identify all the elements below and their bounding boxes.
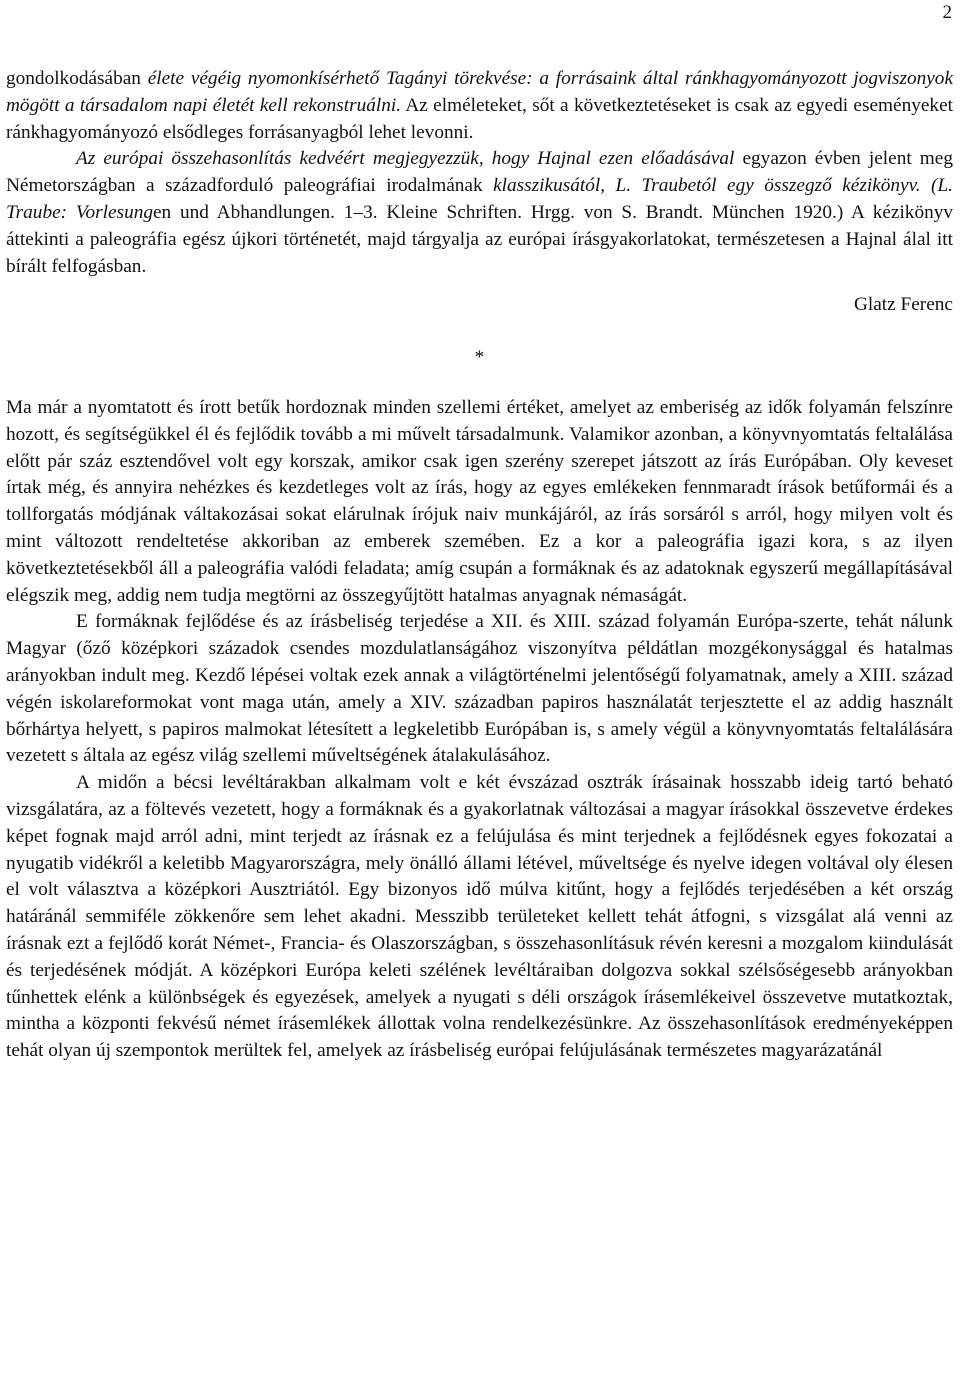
author-signature: Glatz Ferenc: [853, 294, 953, 316]
paragraph-main-3: A midőn a bécsi levéltárakban alkalmam volt e két évszázad osztrák írásainak hosszabb ideig tartó beható vizsgálatára, az a föltevés vezetett, hogy a formáknak és a gyakorlatnak változásai a magyar írásokkal összevetve érdekes képet fognak majd arról adni, mint terjedt az írásnak ez a felújulása és mint terjednek a fejlődésnek egyes fokozatai a nyugatib vidékről a keletibb Magyarországra, mely önálló állami létével, műveltsége és nyelve idegen voltával oly élesen el volt választva a középkori Ausztriától. Egy bizonyos idő múlva kitűnt, hogy a fejlődés terjedésében a két ország határánál semmiféle zökkenőre sem lehet akadni. Messzibb területeket kellett tehát átfogni, s vizsgálat alá venni az írásnak ezt a fejlődő korát Német-, Francia- és Olaszországban, s összehasonlításuk révén keresni a mozgalom kiindulását és terjedésének módját. A középkori Európa keleti szélének levéltáraiban dolgozva sokkal szélsőségesebb arányokban tűnhettek elénk a különbségek és egyezések, amelyek a nyugati s déli országok írásemlékeivel összevetve mutatkoztak, mintha a központi fekvésű német írásemlékek állottak volna rendelkezésünkre. Az összehasonlítások eredményeképpen tehát olyan új szempontok merültek fel, amelyek az írásbeliség európai felújulásának természetes magyarázatánál: [6, 772, 953, 1062]
page-number: 2: [942, 2, 952, 23]
paragraph-comparison: Az európai összehasonlítás kedvéért megjegyezzük, hogy Hajnal ezen előadásával egyazon évben jelent meg Németországban a századforduló paleográfiai irodalmának klasszikusától, L. Traubetól egy összegző kézikönyv. (L. Traube: Vorlesungen und Abhandlungen. 1–3. Kleine Schriften. Hrgg. von S. Brandt. München 1920.) A kézikönyv áttekinti a paleográfia egész újkori történetét, majd tárgyalja az európai írásgyakorlatokat, természetesen a Hajnal álal itt bírált felfogásban.: [6, 148, 954, 277]
italic-text: Az európai összehasonlítás kedvéért megjegyezzük, hogy Hajnal ezen előadásával: [76, 148, 735, 170]
italic-text: klasszikusától, L. Traubetól egy összegző kézikönyv. (L. Traube: Vorlesung: [6, 175, 953, 223]
section-separator: *: [474, 347, 485, 369]
paragraph-main-1: Ma már a nyomtatott és írott betűk hordoznak minden szellemi értéket, amelyet az emberiség az idők folyamán felszínre hozott, és segítségükkel él és fejlődik tovább a mi művelt társadalmunk. Valamikor azonban, a könyvnyomtatás feltalálása előtt pár száz esztendővel volt egy korszak, amikor csak igen szerény szerepet játszott az írás Európában. Oly keveset írtak még, és annyira nehézkes és kezdetleges volt az írás, hogy az egyes emlékeken fennmaradt írások betűformái és a tollforgatás módjának váltakozásai sokat elárulnak írójuk naiv munkájáról, az írás sorsáról s arról, hogy milyen volt és mint változott rendeltetése akkoriban az emberek szemében. Ez a kor a paleográfia igazi kora, s az ilyen következtetésekből áll a paleográfia valódi feladata; amíg csupán a formáknak és az adatoknak egyszerű megállapításával elégszik meg, addig nem tudja megtörni az összegyűjtött hatalmas anyagnak némaságát.: [6, 396, 953, 606]
body-text: [6, 66, 953, 1065]
paragraph-main-2: E formáknak fejlődése és az írásbeliség terjedése a XII. és XIII. század folyamán Európa-szerte, tehát nálunk Magyar (őző középkori századok csendes mozdulatlanságához viszonyítva példátlan mozgékonysággal és hatalmas arányokban indult meg. Kezdő lépései voltak ezek annak a világtörténelmi jelentőségű folyamatnak, amely a XIII. század végén iskolareformokat vont maga után, amely a XIV. században papiros használatát terjesztette el az addig használt bőrhártya helyett, s papiros malmokat létesített a legkeletibb Európában is, s amely végül a könyvnyomtatás feltalálására vezetett s általa az egész világ szellemi műveltségének átalakulásához.: [6, 611, 953, 767]
italic-text: élete végéig nyomonkísérhető Tagányi törekvése: a forrásaink által ránkhagyományozott jogviszonyok mögött a társadalom napi életét kell rekonstruálni.: [6, 68, 954, 116]
paragraph-intro: gondolkodásában élete végéig nyomonkísérhető Tagányi törekvése: a forrásaink által ránkhagyományozott jogviszonyok mögött a társadalom napi életét kell rekonstruálni. Az elméleteket, sőt a következtetéseket is csak az egyedi eseményeket ránkhagyományozó elsődleges forrásanyagból lehet levonni.: [6, 68, 954, 143]
